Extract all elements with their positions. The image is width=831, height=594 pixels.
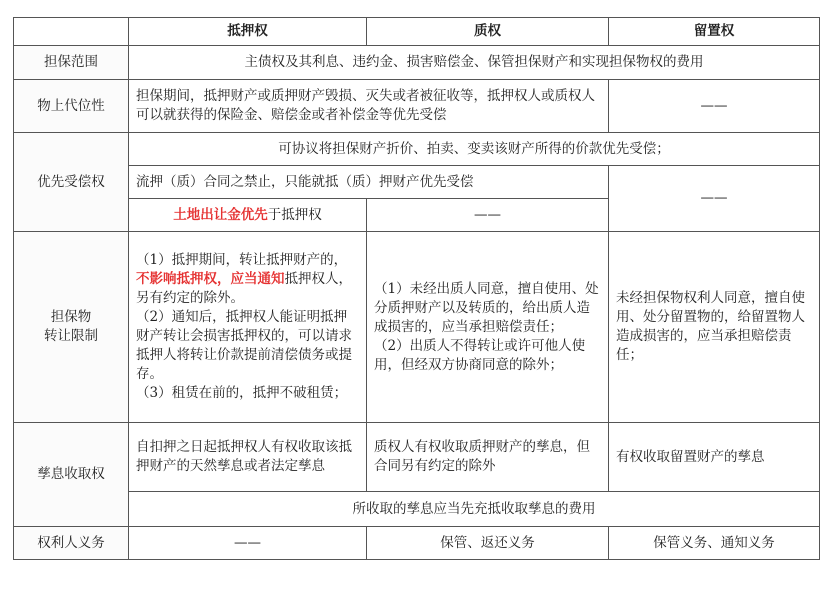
fruits-mortgage: 自扣押之日起抵押权人有权收取该抵押财产的天然孳息或者法定孳息 — [129, 423, 367, 492]
row-fruits — [14, 423, 820, 492]
priority-pledge-land: —— — [367, 199, 609, 232]
header-mortgage: 抵押权 — [129, 18, 367, 46]
fruits-common: 所收取的孳息应当先充抵收取孳息的费用 — [129, 492, 820, 527]
label-scope: 担保范围 — [14, 46, 129, 80]
transfer-m1 — [136, 251, 359, 308]
duties-pledge: 保管、返还义务 — [367, 527, 609, 560]
transfer-pledge — [367, 232, 609, 423]
transfer-m2: （2）通知后，抵押权人能证明抵押财产转让会损害抵押权的，可以请求抵押人将转让价款提前清偿债务或提存。 — [136, 309, 352, 382]
corner-cell — [14, 18, 129, 46]
header-row — [14, 18, 820, 46]
transfer-mortgage — [129, 232, 367, 423]
duties-mortgage: —— — [129, 527, 367, 560]
label-subrogation: 物上代位性 — [14, 80, 129, 133]
transfer-p1: （1）未经出质人同意，擅自使用、处分质押财产以及转质的，给出质人造成损害的，应当承担赔偿责任； — [374, 280, 599, 335]
m1-pre: （1）抵押期间，转让抵押财产的， — [136, 252, 348, 268]
priority-contract: 流押（质）合同之禁止，只能就抵（质）押财产优先受偿 — [129, 166, 609, 199]
land-rest-text: 于抵押权 — [267, 206, 322, 223]
subrogation-text: 担保期间，抵押财产或质押财产毁损、灭失或者被征收等，抵押权人或质权人可以就获得的保险金、赔偿金或者补偿金等优先受偿 — [129, 80, 609, 133]
fruits-pledge: 质权人有权收取质押财产的孳息，但合同另有约定的除外 — [367, 423, 609, 492]
transfer-lien: 未经担保物权利人同意，擅自使用、处分留置物的，给留置物人造成损害的，应当承担赔偿责任； — [609, 232, 820, 423]
comparison-table — [13, 17, 820, 560]
duties-lien: 保管义务、通知义务 — [609, 527, 820, 560]
label-fruits: 孳息收取权 — [14, 423, 129, 527]
header-lien: 留置权 — [609, 18, 820, 46]
transfer-p2: （2）出质人不得转让或许可他人使用，但经双方协商同意的除外； — [374, 337, 586, 373]
label-duties: 权利人义务 — [14, 527, 129, 560]
row-fruits-common — [14, 492, 820, 527]
row-transfer — [14, 232, 820, 423]
row-subrogation — [14, 80, 820, 133]
row-priority-contract — [14, 166, 820, 199]
priority-land — [129, 199, 367, 232]
row-priority-common — [14, 133, 820, 166]
transfer-m3: （3）租赁在前的，抵押不破租赁； — [136, 385, 348, 401]
m1-post: 抵押权人，另有约定的除外。 — [136, 271, 352, 306]
label-transfer — [14, 232, 129, 423]
priority-common: 可协议将担保财产折价、拍卖、变卖该财产所得的价款优先受偿； — [129, 133, 820, 166]
m1-red1: 不影响抵押权 — [136, 271, 217, 287]
priority-lien: —— — [609, 166, 820, 232]
row-scope — [14, 46, 820, 80]
scope-text: 主债权及其利息、违约金、损害赔偿金、保管担保财产和实现担保物权的费用 — [129, 46, 820, 80]
header-pledge: 质权 — [367, 18, 609, 46]
land-red-text: 土地出让金优先 — [173, 206, 268, 223]
label-transfer-line1: 担保物 — [50, 309, 92, 325]
m1-red2: 应当通知 — [230, 271, 285, 287]
label-transfer-line2: 转让限制 — [44, 328, 98, 344]
subrogation-lien: —— — [609, 80, 820, 133]
m1-sep: ， — [217, 271, 231, 287]
label-priority: 优先受偿权 — [14, 133, 129, 232]
row-duties — [14, 527, 820, 560]
fruits-lien: 有权收取留置财产的孳息 — [609, 423, 820, 492]
